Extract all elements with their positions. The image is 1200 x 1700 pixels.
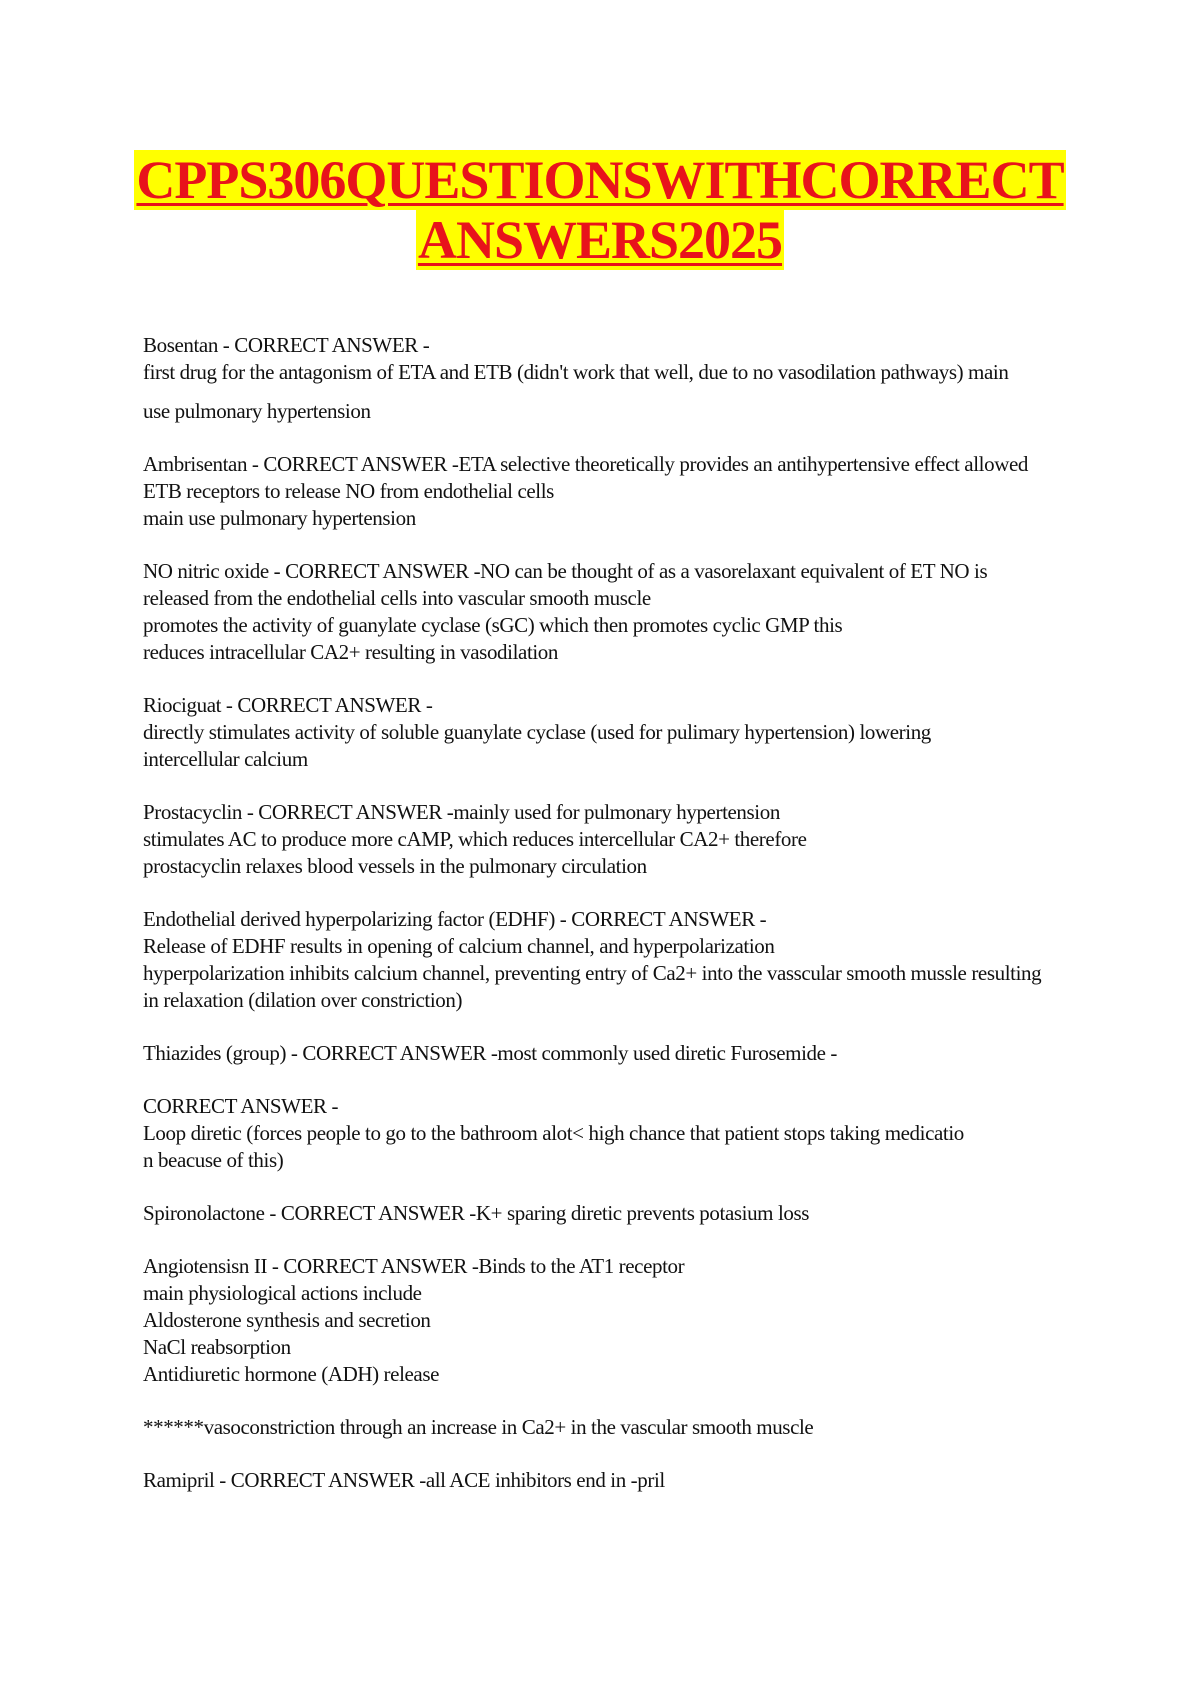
qa-entry-line: hyperpolarization inhibits calcium channel, preventing entry of Ca2+ into the vasscular smooth mussle resulting — [143, 961, 1042, 985]
qa-entry-line: Spironolactone - CORRECT ANSWER -K+ sparing diretic prevents potasium loss — [143, 1201, 810, 1225]
qa-entry-line: first drug for the antagonism of ETA and ETB (didn't work that well, due to no vasodilation pathways) main — [143, 360, 1009, 384]
qa-entry-line: main physiological actions include — [143, 1281, 422, 1305]
qa-entry-line: released from the endothelial cells into vascular smooth muscle — [143, 586, 651, 610]
qa-entry-text — [143, 1467, 1103, 1494]
qa-entry — [143, 906, 1103, 1014]
qa-entry-line: ETB receptors to release NO from endothelial cells — [143, 479, 554, 503]
qa-entry — [143, 1253, 1103, 1388]
qa-entry — [143, 558, 1103, 666]
qa-entry-line: Ramipril - CORRECT ANSWER -all ACE inhibitors end in -pril — [143, 1468, 665, 1492]
qa-entry-line: use pulmonary hypertension — [143, 399, 371, 423]
qa-entry-text — [143, 1040, 1103, 1067]
qa-entry — [143, 451, 1103, 532]
qa-entry-line: CORRECT ANSWER - — [143, 1094, 339, 1118]
qa-entry-line: main use pulmonary hypertension — [143, 506, 416, 530]
qa-entry-line: Angiotensisn II - CORRECT ANSWER -Binds to the AT1 receptor — [143, 1254, 685, 1278]
document-body — [143, 332, 1103, 1520]
qa-entry — [143, 1200, 1103, 1227]
qa-entry-text — [143, 1414, 1103, 1441]
qa-entry — [143, 1414, 1103, 1441]
qa-entry-text — [143, 332, 1103, 425]
qa-entry-line: NaCl reabsorption — [143, 1335, 291, 1359]
title-line-2: ANSWERS2025 — [417, 210, 783, 270]
qa-entry-line: Riociguat - CORRECT ANSWER - — [143, 693, 433, 717]
qa-entry-line: Release of EDHF results in opening of calcium channel, and hyperpolarization — [143, 934, 775, 958]
qa-entry-line: prostacyclin relaxes blood vessels in the pulmonary circulation — [143, 854, 647, 878]
qa-entry — [143, 1040, 1103, 1067]
qa-entry-line: promotes the activity of guanylate cyclase (sGC) which then promotes cyclic GMP this — [143, 613, 843, 637]
qa-entry-line: Aldosterone synthesis and secretion — [143, 1308, 431, 1332]
qa-entry — [143, 332, 1103, 425]
qa-entry-text — [143, 799, 1103, 880]
document-title — [0, 150, 1200, 270]
qa-entry-text — [143, 451, 1103, 532]
qa-entry-line: stimulates AC to produce more cAMP, which reduces intercellular CA2+ therefore — [143, 827, 807, 851]
qa-entry-line: reduces intracellular CA2+ resulting in vasodilation — [143, 640, 559, 664]
qa-entry — [143, 692, 1103, 773]
qa-entry — [143, 1093, 1103, 1174]
qa-entry-text — [143, 1093, 1103, 1174]
qa-entry-line: ******vasoconstriction through an increase in Ca2+ in the vascular smooth muscle — [143, 1415, 814, 1439]
qa-entry — [143, 799, 1103, 880]
qa-entry-line: n beacuse of this) — [143, 1148, 284, 1172]
qa-entry-line: Ambrisentan - CORRECT ANSWER -ETA selective theoretically provides an antihypertensive effect allowed — [143, 452, 1028, 476]
qa-entry-line: directly stimulates activity of soluble guanylate cyclase (used for pulimary hypertension) lowering — [143, 720, 931, 744]
qa-entry-text — [143, 1200, 1103, 1227]
qa-entry-line: NO nitric oxide - CORRECT ANSWER -NO can be thought of as a vasorelaxant equivalent of ET NO is — [143, 559, 988, 583]
qa-entry — [143, 1467, 1103, 1494]
qa-entry-text — [143, 558, 1103, 666]
qa-entry-line: Endothelial derived hyperpolarizing factor (EDHF) - CORRECT ANSWER - — [143, 907, 767, 931]
qa-entry-text — [143, 906, 1103, 1014]
qa-entry-line: intercellular calcium — [143, 747, 308, 771]
qa-entry-line: Prostacyclin - CORRECT ANSWER -mainly used for pulmonary hypertension — [143, 800, 780, 824]
title-line-1: CPPS306QUESTIONSWITHCORRECT — [136, 150, 1064, 210]
qa-entry-line: Thiazides (group) - CORRECT ANSWER -most commonly used diretic Furosemide - — [143, 1041, 838, 1065]
qa-entry-text — [143, 1253, 1103, 1388]
qa-entry-line: in relaxation (dilation over constriction) — [143, 988, 463, 1012]
qa-entry-line: Antidiuretic hormone (ADH) release — [143, 1362, 440, 1386]
qa-entry-text — [143, 692, 1103, 773]
qa-entry-line: Bosentan - CORRECT ANSWER - — [143, 333, 430, 357]
qa-entry-line: Loop diretic (forces people to go to the bathroom alot< high chance that patient stops taking medicatio — [143, 1121, 964, 1145]
